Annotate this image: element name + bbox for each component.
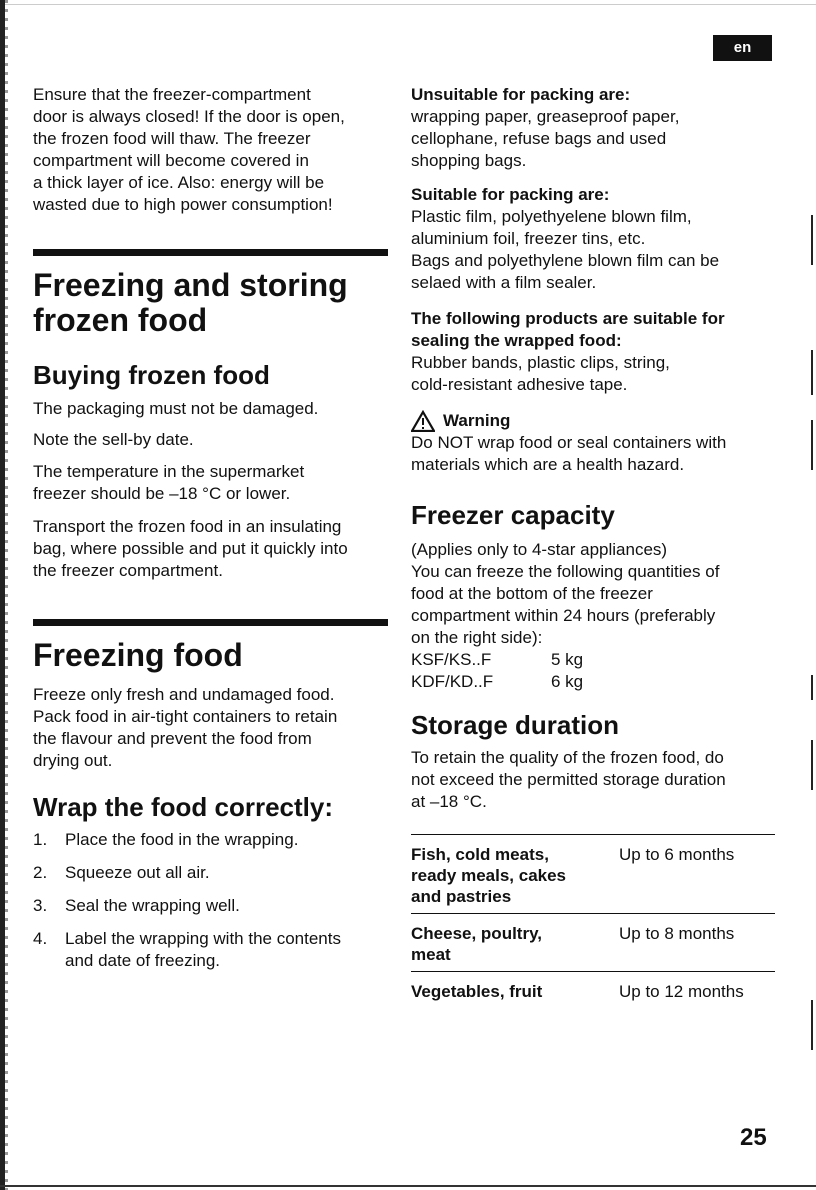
intro-paragraph: Ensure that the freezer-compartment door is always closed! If the door is open, the frozen food will thaw. The freezer compartment will become covered in a thick layer of ice. Also: energy will be wasted due to high power consumption! [33,85,345,214]
buying-para-4: Transport the frozen food in an insulating bag, where possible and put it quickly into the freezer compartment. [33,517,348,580]
scan-mark [811,675,813,700]
list-item: 1. Place the food in the wrapping. [33,830,299,849]
storage-table [411,834,775,1008]
section-title: Freezing and storing frozen food [33,267,348,338]
suitable-block: Suitable for packing are: Plastic film, polyethyelene blown film, aluminium foil, freezer tins, etc. Bags and polyethylene blown film can be selaed with a film sealer. [411,184,781,294]
section-freezing-food [33,638,393,673]
section-rule [33,249,388,256]
unsuitable-block: Unsuitable for packing are: wrapping paper, greaseproof paper, cellophane, refuse bags and used shopping bags. [411,84,781,172]
warning-block: Warning Do NOT wrap food or seal containers with materials which are a health hazard. [411,411,727,474]
wrap-title: Wrap the food correctly: [33,792,334,822]
scan-edge-left-texture [5,0,8,1190]
freezing-paragraph: Freeze only fresh and undamaged food. Pack food in air-tight containers to retain the flavour and prevent the food from drying out. [33,685,338,770]
list-item: 4. Label the wrapping with the contents and date of freezing. [33,929,341,970]
buying-para-3: The temperature in the supermarket freezer should be –18 °C or lower. [33,462,305,503]
list-item: 3. Seal the wrapping well. [33,896,240,915]
storage-paragraph: To retain the quality of the frozen food, do not exceed the permitted storage duration at –18 °C. [411,748,726,811]
scan-artifact-top [0,4,816,5]
wrap-steps [33,829,393,983]
scan-mark [811,350,813,395]
buying-para-1: The packaging must not be damaged. [33,399,319,418]
left-column [33,84,393,216]
buying-section [33,360,393,390]
storage-title: Storage duration [411,710,620,740]
warning-title: Warning [443,411,511,430]
capacity-paragraph: (Applies only to 4-star appliances) You can freeze the following quantities of food at the bottom of the freezer compartment within 24 hours (preferably on the right side): KSF/KS..F 5 kg KDF/KD..F 6 kg [411,539,783,693]
page-number: 25 [740,1124,767,1151]
scan-artifact-bottom [0,1185,816,1187]
table-row: Vegetables, fruit Up to 12 months [411,972,775,1009]
capacity-row: KDF/KD..F 6 kg [411,672,584,691]
buying-para-2: Note the sell-by date. [33,430,194,449]
scan-mark [811,1000,813,1050]
capacity-title: Freezer capacity [411,500,615,530]
scan-mark [811,740,813,790]
table-row: Fish, cold meats, ready meals, cakes and pastries Up to 6 months [411,835,775,914]
unsuitable-title: Unsuitable for packing are: [411,85,631,104]
sealing-block: The following products are suitable for sealing the wrapped food: Rubber bands, plastic clips, string, cold-resistant adhesive tape. [411,308,783,396]
scan-mark [811,420,813,470]
section-rule [33,619,388,626]
capacity-section [411,500,783,530]
capacity-row: KSF/KS..F 5 kg [411,650,584,669]
section-title: Freezing food [33,637,243,673]
section-freezing-storing [33,268,393,338]
wrap-section [33,792,393,822]
storage-section [411,710,783,740]
scan-mark [811,215,813,265]
suitable-title: Suitable for packing are: [411,185,610,204]
list-item: 2. Squeeze out all air. [33,863,210,882]
buying-title: Buying frozen food [33,360,270,390]
warning-triangle-icon [411,410,435,432]
table-row: Cheese, poultry, meat Up to 8 months [411,914,775,972]
language-badge: en [713,35,772,61]
sealing-title: The following products are suitable for sealing the wrapped food: [411,309,725,350]
